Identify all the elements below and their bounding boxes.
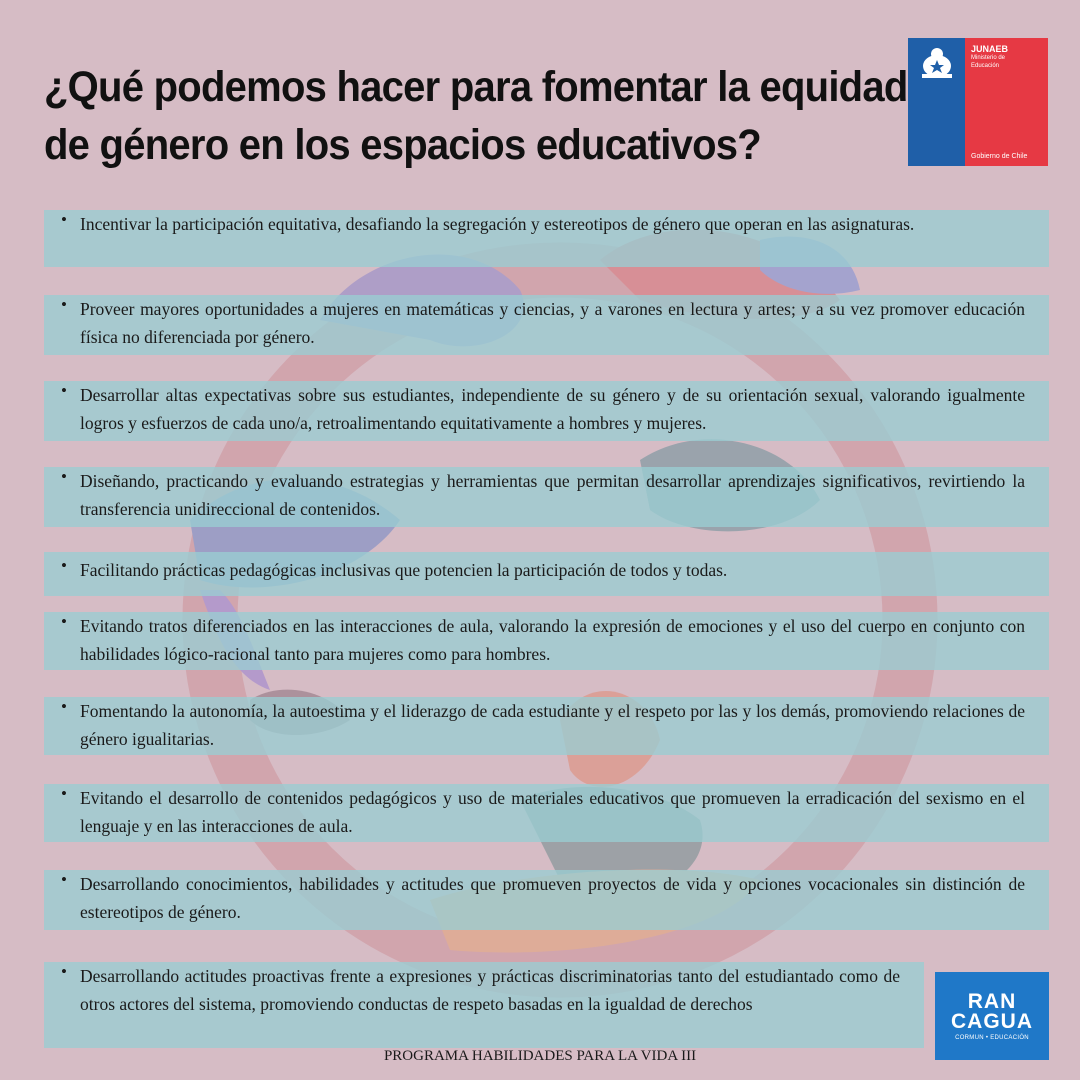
list-item: • Facilitando prácticas pedagógicas inclusivas que potencien la participación de todos y todas.: [44, 552, 1049, 596]
list-item: • Desarrollar altas expectativas sobre sus estudiantes, independiente de su género y de su orientación sexual, valorando igualmente logros y esfuerzos de cada uno/a, retroalimentando equitativamente a hombres y mujeres.: [44, 381, 1049, 441]
bullet-icon: •: [61, 962, 67, 981]
rancagua-line-1: RAN: [967, 989, 1017, 1013]
ministry-line-1: Ministerio de: [971, 55, 1006, 61]
ministry-line-2: Educación: [971, 63, 1000, 69]
program-footer: PROGRAMA HABILIDADES PARA LA VIDA III: [383, 1048, 697, 1064]
list-item: • Proveer mayores oportunidades a mujeres en matemáticas y ciencias, y a varones en lectura y artes; y a su vez promover educación física no diferenciada por género.: [44, 295, 1049, 355]
bullet-icon: •: [61, 697, 67, 716]
list-item: • Evitando el desarrollo de contenidos pedagógicos y uso de materiales educativos que promueven la erradicación del sexismo en el lenguaje y en las interacciones de aula.: [44, 784, 1049, 842]
bullet-icon: •: [61, 556, 67, 575]
rancagua-line-2: CAGUA: [951, 1009, 1033, 1033]
gobierno-label: Gobierno de Chile: [971, 153, 1028, 160]
bullet-icon: •: [61, 612, 67, 631]
bullet-icon: •: [61, 210, 67, 229]
bullet-icon: •: [61, 381, 67, 400]
list-item: • Diseñando, practicando y evaluando estrategias y herramientas que permitan desarrollar aprendizajes significativos, revirtiendo la transferencia unidireccional de contenidos.: [44, 467, 1049, 527]
title-line-1: ¿Qué podemos hacer para fomentar la equidad: [44, 63, 908, 111]
list-item: • Incentivar la participación equitativa, desafiando la segregación y estereotipos de género que operan en las asignaturas.: [44, 210, 1049, 267]
bullet-icon: •: [61, 467, 67, 486]
list-item: • Evitando tratos diferenciados en las interacciones de aula, valorando la expresión de emociones y el uso del cuerpo en conjunto con habilidades lógico-racional tanto para mujeres como para hombres.: [44, 612, 1049, 670]
list-item: • Desarrollando actitudes proactivas frente a expresiones y prácticas discriminatorias tanto del estudiantado como de otros actores del sistema, promoviendo conductas de respeto basadas en la igualdad de derechos: [44, 962, 924, 1048]
list-item: • Fomentando la autonomía, la autoestima y el liderazgo de cada estudiante y el respeto por las y los demás, promoviendo relaciones de género igualitarias.: [44, 697, 1049, 755]
rancagua-logo: [935, 972, 1049, 1060]
title-line-2: de género en los espacios educativos?: [44, 121, 761, 169]
bullet-icon: •: [61, 784, 67, 803]
junaeb-name: JUNAEB: [971, 44, 1009, 54]
bullet-icon: •: [61, 295, 67, 314]
rancagua-line-3: CORMUN • EDUCACIÓN: [955, 1034, 1029, 1041]
list-item: • Desarrollando conocimientos, habilidades y actitudes que promueven proyectos de vida y opciones vocacionales sin distinción de estereotipos de género.: [44, 870, 1049, 930]
bullet-icon: •: [61, 870, 67, 889]
